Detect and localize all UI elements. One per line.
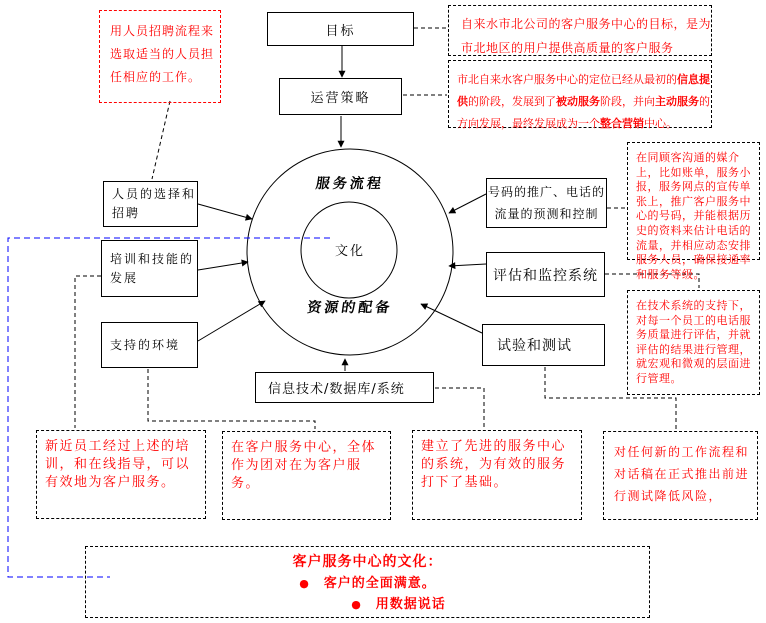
note-quality-evaluation: 在技术系统的支持下，对每一个员工的电话服务质量进行评估，并就评估的结果进行管理，就宏观和微观的层面进行管理。 bbox=[627, 290, 760, 395]
box-number-promotion bbox=[486, 178, 607, 228]
box-number-promotion-label: 号码的推广、电话的流量的预测和控制 bbox=[487, 185, 605, 221]
note-positioning: 市北自来水客户服务中心的定位已经从最初的信息提供的阶段，发展到了被动服务阶段，并向主动服务的方向发展，最终发展成为一个整合营销中心。 bbox=[448, 60, 712, 128]
circle-label-service-process: 服务流程 bbox=[314, 176, 385, 192]
box-support-environment bbox=[101, 322, 198, 368]
circle-label-culture: 文化 bbox=[334, 244, 365, 259]
note-teamwork: 在客户服务中心，全体作为团对在为客户服务。 bbox=[222, 431, 391, 520]
note-testing-risk: 对任何新的工作流程和对话稿在正式推出前进行测试降低风险， bbox=[603, 431, 758, 520]
culture-bullet-data-text: 用数据说话 bbox=[375, 597, 446, 612]
box-trial-testing bbox=[482, 324, 605, 366]
box-trial-testing-label: 试验和测试 bbox=[497, 338, 572, 354]
note-new-employees: 新近员工经过上述的培训，和在线指导，可以有效地为客户服务。 bbox=[36, 430, 206, 519]
note-advanced-system: 建立了先进的服务中心的系统，为有效的服务打下了基础。 bbox=[412, 430, 582, 520]
box-training-skills-label: 培训和技能的发展 bbox=[110, 251, 195, 285]
box-staff-selection-label: 人员的选择和招聘 bbox=[112, 187, 197, 220]
strategy-label: 运营策略 bbox=[310, 91, 371, 106]
circle-label-resource-allocation: 资源的配备 bbox=[306, 300, 394, 316]
box-training-skills bbox=[101, 240, 198, 297]
note-recruitment-process: 用人员招聘流程来选取适当的人员担任相应的工作。 bbox=[99, 10, 221, 103]
culture-bullet-data bbox=[86, 594, 649, 615]
note-number-promotion: 在同顾客沟通的媒介上，比如账单，服务小报，服务网点的宣传单张上，推广客户服务中心的号码，并能根据历史的资料来估计电话的流量，并相应动态安排服务人员，确保接通率和服务等级。 bbox=[627, 142, 760, 260]
goal-box bbox=[267, 12, 414, 46]
box-support-environment-label: 支持的环境 bbox=[110, 337, 181, 352]
culture-summary-box bbox=[85, 546, 650, 618]
box-it-database-system-label: 信息技术/数据库/系统 bbox=[268, 382, 405, 397]
culture-bullet-satisfaction bbox=[86, 573, 649, 594]
strategy-box bbox=[279, 78, 402, 115]
culture-title: 客户服务中心的文化： bbox=[292, 554, 443, 570]
box-evaluation-monitoring-label: 评估和监控系统 bbox=[493, 267, 598, 284]
box-it-database-system bbox=[255, 372, 434, 403]
box-evaluation-monitoring bbox=[486, 252, 605, 297]
box-staff-selection bbox=[103, 181, 198, 227]
culture-bullet-satisfaction-text: 客户的全面满意。 bbox=[323, 576, 436, 591]
bullet-icon: ● bbox=[299, 577, 310, 590]
goal-label: 目标 bbox=[325, 23, 356, 39]
note-goal: 自来水市北公司的客户服务中心的目标，是为市北地区的用户提供高质量的客户服务 bbox=[448, 5, 712, 56]
bullet-icon: ● bbox=[351, 598, 362, 611]
